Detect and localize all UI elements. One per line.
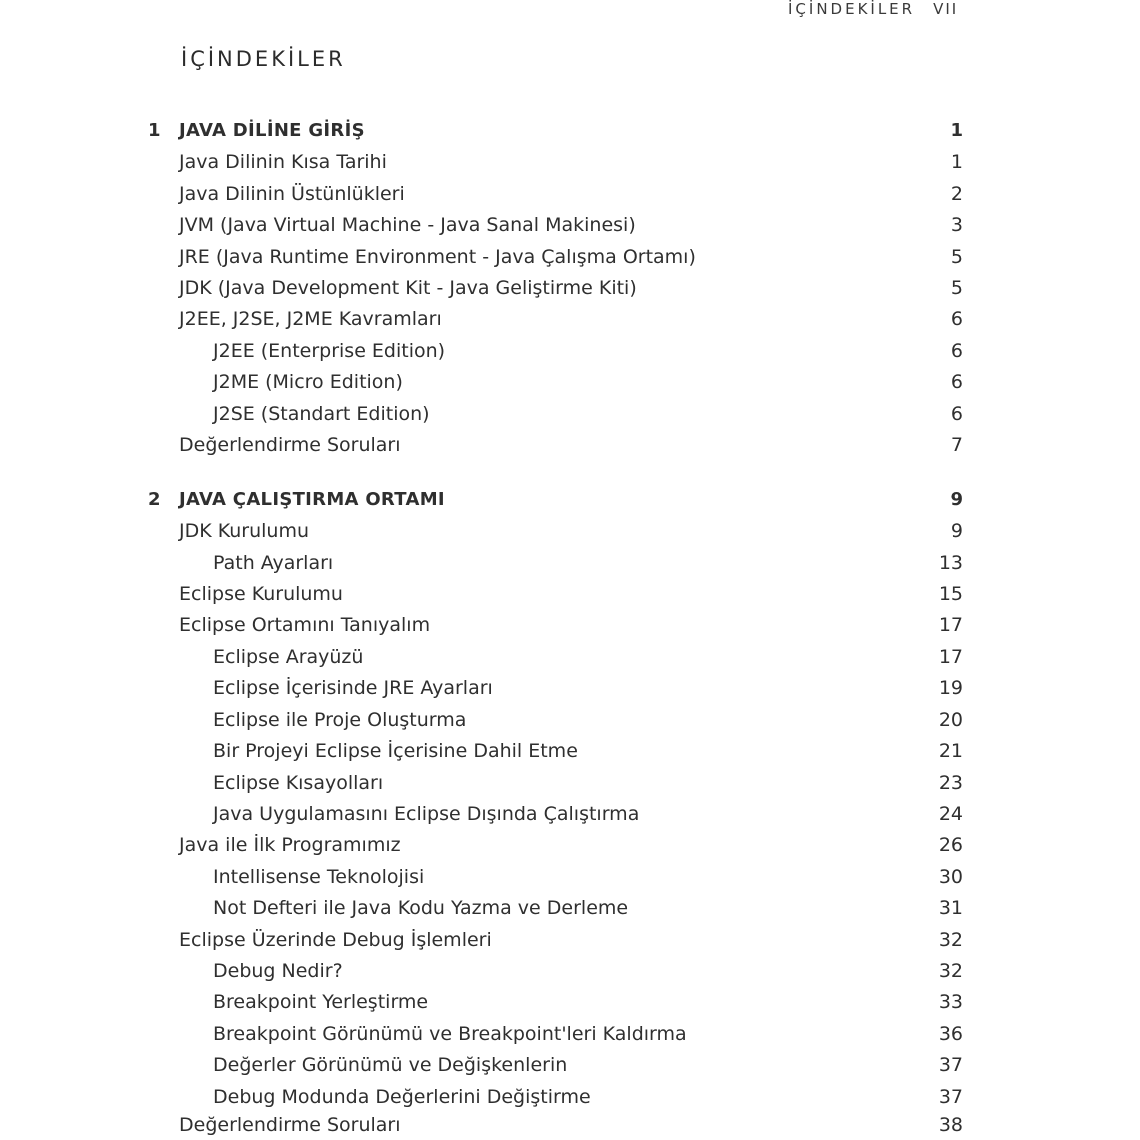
toc-entry-page: 26 (938, 834, 963, 856)
toc-entry-page: 19 (938, 677, 963, 699)
toc-entry[interactable] (0, 147, 1140, 177)
toc-subentry[interactable] (0, 736, 1140, 766)
chapter-heading[interactable] (0, 485, 1140, 515)
toc-entry[interactable] (0, 430, 1140, 460)
toc-entry-page: 33 (938, 991, 963, 1013)
toc-subentry[interactable] (0, 893, 1140, 923)
toc-entry-page: 21 (938, 740, 963, 762)
toc-subentry[interactable] (0, 705, 1140, 735)
toc-entry-page: 32 (938, 960, 963, 982)
toc-entry-page: 38 (938, 1114, 963, 1136)
toc-entry-page: 2 (950, 183, 963, 205)
toc-entry-label: Path Ayarları (213, 552, 334, 574)
toc-subentry[interactable] (0, 548, 1140, 578)
toc-subentry[interactable] (0, 799, 1140, 829)
toc-entry-label: Java Dilinin Kısa Tarihi (179, 151, 387, 173)
toc-entry-page: 17 (938, 646, 963, 668)
toc-entry-label: Eclipse Üzerinde Debug İşlemleri (179, 929, 492, 951)
toc-entry-page: 6 (950, 308, 963, 330)
toc-entry[interactable] (0, 210, 1140, 240)
toc-entry-page: 9 (950, 520, 963, 542)
toc-entry[interactable] (0, 610, 1140, 640)
toc-entry-label: J2ME (Micro Edition) (213, 371, 403, 393)
toc-entry-label: Java Dilinin Üstünlükleri (179, 183, 405, 205)
toc-entry-page: 5 (950, 277, 963, 299)
toc-entry-label: JVM (Java Virtual Machine - Java Sanal Makinesi) (179, 214, 636, 236)
toc-entry-page: 6 (950, 371, 963, 393)
toc-entry-label: Not Defteri ile Java Kodu Yazma ve Derleme (213, 897, 629, 919)
toc-entry-page: 30 (938, 866, 963, 888)
toc-entry[interactable] (0, 830, 1140, 860)
toc-entry-label: Eclipse Ortamını Tanıyalım (179, 614, 431, 636)
toc-entry-label: Breakpoint Yerleştirme (213, 991, 429, 1013)
toc-subentry[interactable] (0, 956, 1140, 986)
toc-entry-page: 6 (950, 340, 963, 362)
chapter-title: JAVA ÇALIŞTIRMA ORTAMI (179, 489, 445, 510)
chapter-number: 2 (148, 489, 161, 510)
toc-entry-label: Eclipse Kurulumu (179, 583, 343, 605)
toc-subentry[interactable] (0, 987, 1140, 1017)
toc-entry-label: Bir Projeyi Eclipse İçerisine Dahil Etme (213, 740, 578, 762)
toc-entry-label: Eclipse Arayüzü (213, 646, 364, 668)
toc-subentry[interactable] (0, 673, 1140, 703)
running-head (788, 0, 958, 18)
toc-subentry[interactable] (0, 336, 1140, 366)
toc-entry[interactable] (0, 925, 1140, 955)
toc-entry-page: 17 (938, 614, 963, 636)
chapter-heading[interactable] (0, 116, 1140, 146)
chapter-number: 1 (148, 120, 161, 141)
toc-entry-label: J2EE, J2SE, J2ME Kavramları (179, 308, 442, 330)
toc-entry[interactable] (0, 1110, 1140, 1140)
toc-entry-page: 37 (938, 1086, 963, 1108)
toc-entry-page: 1 (950, 151, 963, 173)
toc-subentry[interactable] (0, 1050, 1140, 1080)
toc-entry-page: 37 (938, 1054, 963, 1076)
toc-entry-label: JDK (Java Development Kit - Java Geliştirme Kiti) (179, 277, 637, 299)
chapter-page-number: 9 (950, 489, 963, 510)
toc-entry-label: Eclipse ile Proje Oluşturma (213, 709, 467, 731)
running-head-page-number: VII (933, 0, 959, 18)
toc-entry[interactable] (0, 242, 1140, 272)
toc-entry-label: JDK Kurulumu (179, 520, 310, 542)
toc-entry-label: Eclipse İçerisinde JRE Ayarları (213, 677, 493, 699)
toc-entry[interactable] (0, 579, 1140, 609)
toc-entry-label: J2SE (Standart Edition) (213, 403, 430, 425)
toc-entry-label: Değerler Görünümü ve Değişkenlerin (213, 1054, 568, 1076)
toc-subentry[interactable] (0, 768, 1140, 798)
toc-subentry[interactable] (0, 862, 1140, 892)
running-head-title: İÇİNDEKİLER (788, 0, 916, 18)
toc-entry-label: Java Uygulamasını Eclipse Dışında Çalıştırma (213, 803, 640, 825)
toc-entry[interactable] (0, 516, 1140, 546)
page-title: İÇİNDEKİLER (181, 47, 346, 71)
toc-entry-page: 15 (938, 583, 963, 605)
toc-entry-label: Breakpoint Görünümü ve Breakpoint'leri Kaldırma (213, 1023, 687, 1045)
toc-entry-label: Debug Nedir? (213, 960, 343, 982)
toc-entry[interactable] (0, 304, 1140, 334)
toc-entry-label: JRE (Java Runtime Environment - Java Çalışma Ortamı) (179, 246, 696, 268)
toc-entry-page: 32 (938, 929, 963, 951)
toc-entry[interactable] (0, 179, 1140, 209)
toc-subentry[interactable] (0, 642, 1140, 672)
toc-subentry[interactable] (0, 367, 1140, 397)
toc-entry-page: 23 (938, 772, 963, 794)
toc-entry-page: 7 (950, 434, 963, 456)
chapter-page-number: 1 (950, 120, 963, 141)
toc-entry-page: 13 (938, 552, 963, 574)
toc-entry-page: 3 (950, 214, 963, 236)
toc-entry-label: Debug Modunda Değerlerini Değiştirme (213, 1086, 591, 1108)
toc-entry-label: Java ile İlk Programımız (179, 834, 401, 856)
toc-subentry[interactable] (0, 1019, 1140, 1049)
toc-entry-page: 6 (950, 403, 963, 425)
toc-entry-label: J2EE (Enterprise Edition) (213, 340, 446, 362)
toc-entry-page: 31 (938, 897, 963, 919)
toc-subentry[interactable] (0, 1082, 1140, 1112)
toc-entry[interactable] (0, 273, 1140, 303)
toc-entry-page: 5 (950, 246, 963, 268)
toc-entry-label: Intellisense Teknolojisi (213, 866, 425, 888)
toc-entry-page: 24 (938, 803, 963, 825)
chapter-title: JAVA DİLİNE GİRİŞ (179, 120, 365, 141)
toc-entry-page: 20 (938, 709, 963, 731)
toc-entry-label: Eclipse Kısayolları (213, 772, 384, 794)
toc-entry-label: Değerlendirme Soruları (179, 1114, 401, 1136)
toc-entry-page: 36 (938, 1023, 963, 1045)
toc-subentry[interactable] (0, 399, 1140, 429)
toc-entry-label: Değerlendirme Soruları (179, 434, 401, 456)
